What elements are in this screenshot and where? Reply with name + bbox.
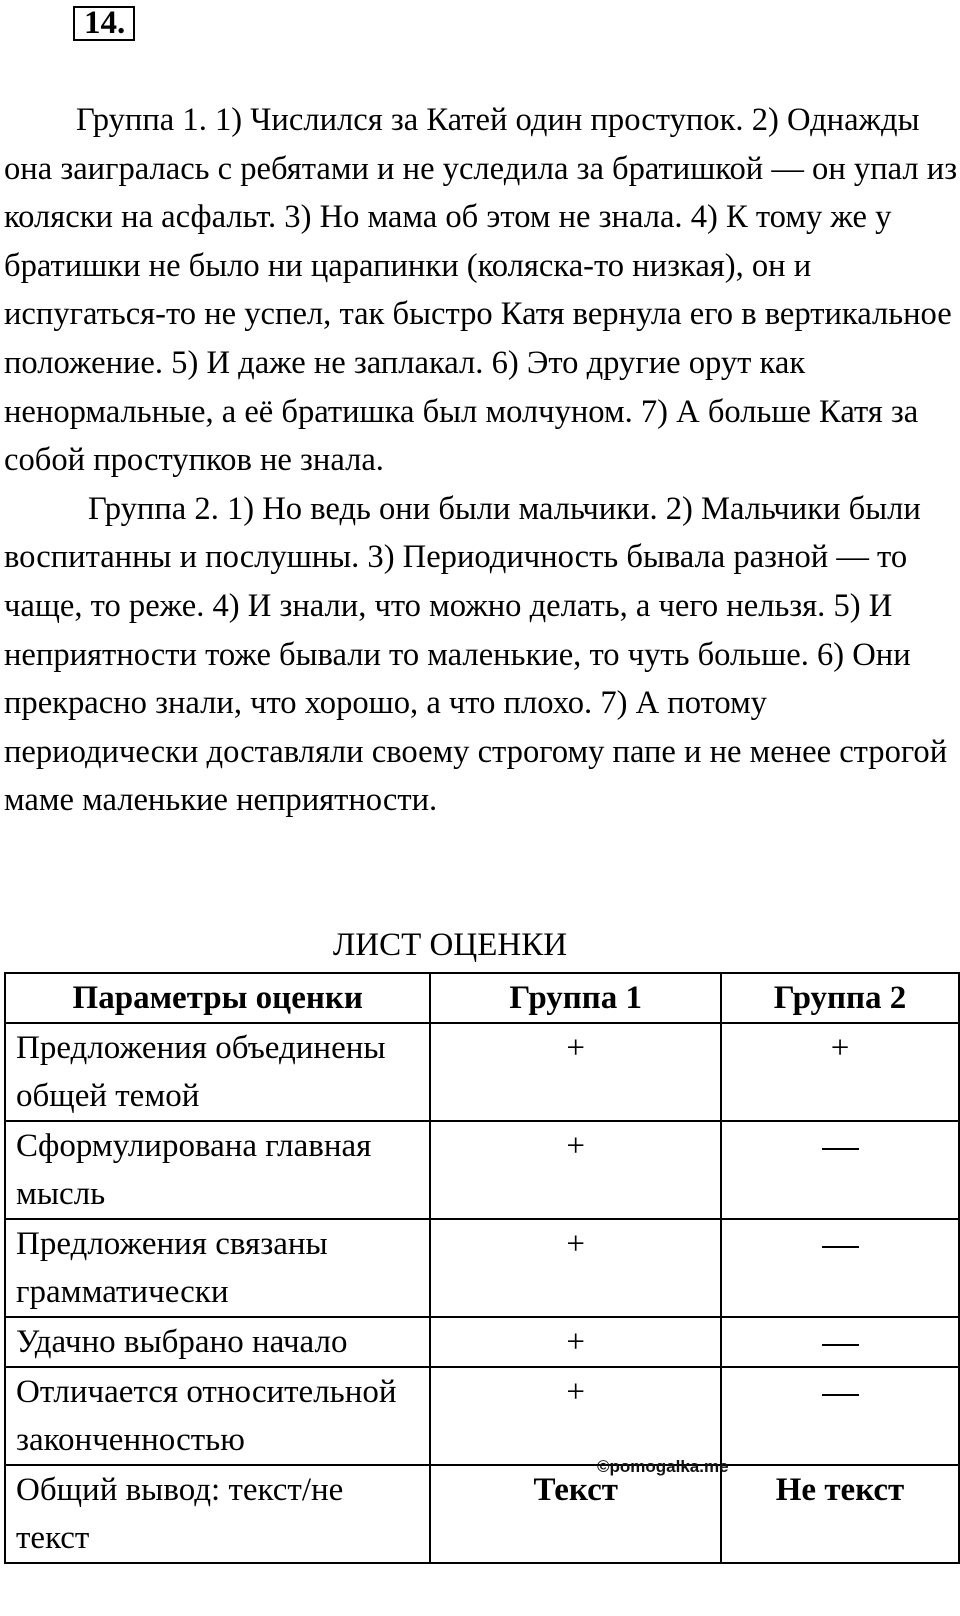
group-1-mark (430, 1219, 721, 1317)
table-row (5, 1367, 959, 1465)
group-1-mark (430, 1121, 721, 1219)
dash-mark (822, 1148, 859, 1150)
plus-mark: + (566, 1226, 586, 1262)
watermark: ©pomogalka.me (597, 1457, 729, 1476)
parameter-cell: Удачно выбрано начало (5, 1317, 430, 1367)
group-2-mark (721, 1023, 959, 1121)
group-2-mark (721, 1317, 959, 1367)
parameter-cell: Предложения объединены общей темой (5, 1023, 430, 1121)
parameter-cell: Отличается относительной законченностью (5, 1367, 430, 1465)
conclusion-label: Общий вывод: текст/не текст (5, 1465, 430, 1563)
parameter-cell: Предложения связаны грамматически (5, 1219, 430, 1317)
group-1-paragraph: Группа 1. 1) Числился за Катей один проступок. 2) Однажды она заигралась с ребятами и не уследила за братишкой — он упал из коляски на асфальт. 3) Но мама об этом не знала. 4) К тому же у братишки не было ни царапинки (коляска-то низкая), он и испугаться-то не успел, так быстро Катя вернула его в вертикальное положение. 5) И даже не заплакал. 6) Это другие орут как ненормальные, а её братишка был молчуном. 7) А больше Катя за собой проступков не знала. (4, 102, 958, 479)
parameter-cell: Сформулирована главная мысль (5, 1121, 430, 1219)
plus-mark: + (830, 1030, 850, 1066)
task-number: 14. (73, 6, 135, 41)
table-row (5, 1317, 959, 1367)
dash-mark (822, 1246, 859, 1248)
group-1-mark (430, 1317, 721, 1367)
conclusion-row (5, 1465, 959, 1563)
dash-mark (822, 1344, 859, 1346)
evaluation-sheet-title: ЛИСТ ОЦЕНКИ (332, 927, 568, 963)
table-row (5, 1023, 959, 1121)
exercise-text (4, 96, 960, 825)
plus-mark: + (566, 1128, 586, 1164)
header-group-2: Группа 2 (721, 973, 959, 1023)
plus-mark: + (566, 1324, 586, 1360)
group-2-mark (721, 1219, 959, 1317)
header-group-1: Группа 1 (430, 973, 721, 1023)
plus-mark: + (566, 1374, 586, 1410)
table-row (5, 1219, 959, 1317)
plus-mark: + (566, 1030, 586, 1066)
group-1-mark (430, 1023, 721, 1121)
group-2-paragraph: Группа 2. 1) Но ведь они были мальчики. 2) Мальчики были воспитанны и послушны. 3) Периодичность бывала разной — то чаще, то реже. 4) И знали, что можно делать, а чего нельзя. 5) И неприятности тоже бывали то маленькие, то чуть больше. 6) Они прекрасно знали, что хорошо, а что плохо. 7) А потому периодически доставляли своему строгому папе и не менее строгой маме маленькие неприятности. (4, 490, 948, 819)
dash-mark (822, 1394, 859, 1396)
group-1-mark (430, 1367, 721, 1465)
group-2-verdict: Не текст (721, 1465, 959, 1563)
group-1-verdict: Текст (430, 1465, 721, 1563)
header-parameters: Параметры оценки (5, 973, 430, 1023)
table-row (5, 1121, 959, 1219)
group-2-mark (721, 1121, 959, 1219)
group-2-mark (721, 1367, 959, 1465)
table-header-row (5, 973, 959, 1023)
evaluation-table (4, 972, 960, 1564)
